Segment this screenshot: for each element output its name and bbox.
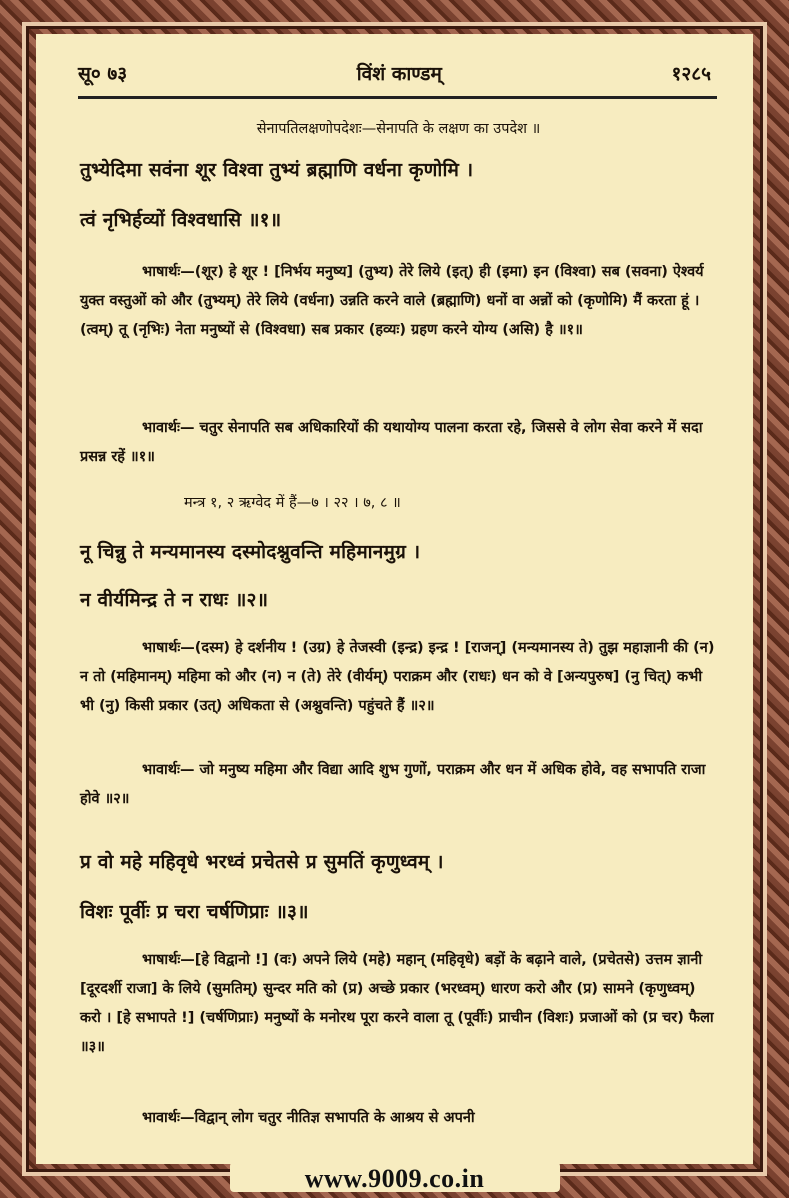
- bhashya-3: भाषार्थः—[हे विद्वानो !] (वः) अपने लिये (महे) महान् (महिवृधे) बड़ों के बढ़ाने वाले, (प्रचेतसे) उत्तम ज्ञानी [दूरदर्शी राजा] के लिये (सुमतिम्) सुन्दर मति को (प्र) अच्छे प्रकार (भरध्वम्) धारण करो और (प्र) सामने (कृणुध्वम्) करो । [हे सभापते !] (चर्षणिप्राः) मनुष्यों के मनोरथ पूरा करने वाला तू (पूर्वीः) प्राचीन (विशः) प्रजाओं को (प्र चर) फैला ॥३॥: [80, 952, 714, 1055]
- mantra-2-line-2: न वीर्यमिन्द्र ते न राधः ॥२॥: [80, 589, 269, 611]
- kanda-title: विंशं काण्डम्: [356, 63, 442, 85]
- bhashya-2: भाषार्थः—(दस्म) हे दर्शनीय ! (उग्र) हे तेजस्वी (इन्द्र) इन्द्र ! [राजन्] (मन्यमानस्य ते) तुझ महाज्ञानी की (न) न तो (महिमानम्) महिमा को और (न) न (ते) तेरे (वीर्यम्) पराक्रम और (राधः) धन को वे [अन्यपुरुष] (नु चित्) कभी भी (नु) किसी प्रकार (उत्) अधिकता से (अश्नुवन्ति) पहुंचते हैं ॥२॥: [80, 640, 715, 714]
- mantra-1-line-2: त्वं नृभिर्हव्यों विश्वधासि ॥१॥: [80, 209, 282, 231]
- reference-note: मन्त्र १, २ ऋग्वेद में हैं—७ । २२ । ७, ८ ॥: [184, 495, 401, 511]
- mantra-2-line-1: नू चिन्नु ते मन्यमानस्य दस्मोदश्नुवन्ति महिमानमुग्र ।: [80, 541, 421, 563]
- page-number: १२८५: [671, 63, 711, 85]
- website-footer: www.9009.co.in: [304, 1164, 485, 1193]
- bhavartha-1: भावार्थः— चतुर सेनापति सब अधिकारियों की यथायोग्य पालना करता रहे, जिससे वे लोग सेवा करने में सदा प्रसन्न रहें ॥१॥: [80, 420, 703, 465]
- bhavartha-3: भावार्थः—विद्वान् लोग चतुर नीतिज्ञ सभापति के आश्रय से अपनी: [142, 1110, 475, 1126]
- mantra-3-line-1: प्र वो महे महिवृधे भरध्वं प्रचेतसे प्र सुमतिं कृणुध्वम् ।: [80, 851, 444, 873]
- book-page: [36, 34, 753, 1164]
- page-header: [78, 60, 711, 86]
- mantra-1-line-1: तुभ्येदिमा सवंना शूर विश्वा तुभ्यं ब्रह्माणि वर्धना कृणोमि ।: [80, 159, 474, 181]
- mantra-3-line-2: विशः पूर्वीः प्र चरा चर्षणिप्राः ॥३॥: [80, 901, 309, 923]
- bhashya-1: भाषार्थः—(शूर) हे शूर ! [निर्भय मनुष्य] (तुभ्य) तेरे लिये (इत्) ही (इमा) इन (विश्वा) सब (सवना) ऐश्वर्य युक्त वस्तुओं को और (तुभ्यम्) तेरे लिये (वर्धना) उन्नति करने वाले (ब्रह्माणि) धनों वा अन्नों को (कृणोमि) मैं करता हूं । (त्वम्) तू (नृभिः) नेता मनुष्यों से (विश्वधा) सब प्रकार (हव्यः) ग्रहण करने योग्य (असि) है ॥१॥: [80, 264, 704, 338]
- section-intro: सेनापतिलक्षणोपदेशः—सेनापति के लक्षण का उपदेश ॥: [256, 121, 541, 137]
- bhavartha-2: भावार्थः— जो मनुष्य महिमा और विद्या आदि शुभ गुणों, पराक्रम और धन में अधिक होवे, वह सभापति राजा होवे ॥२॥: [80, 762, 706, 807]
- sukta-number: सू० ७३: [78, 63, 128, 85]
- header-rule: [78, 96, 717, 99]
